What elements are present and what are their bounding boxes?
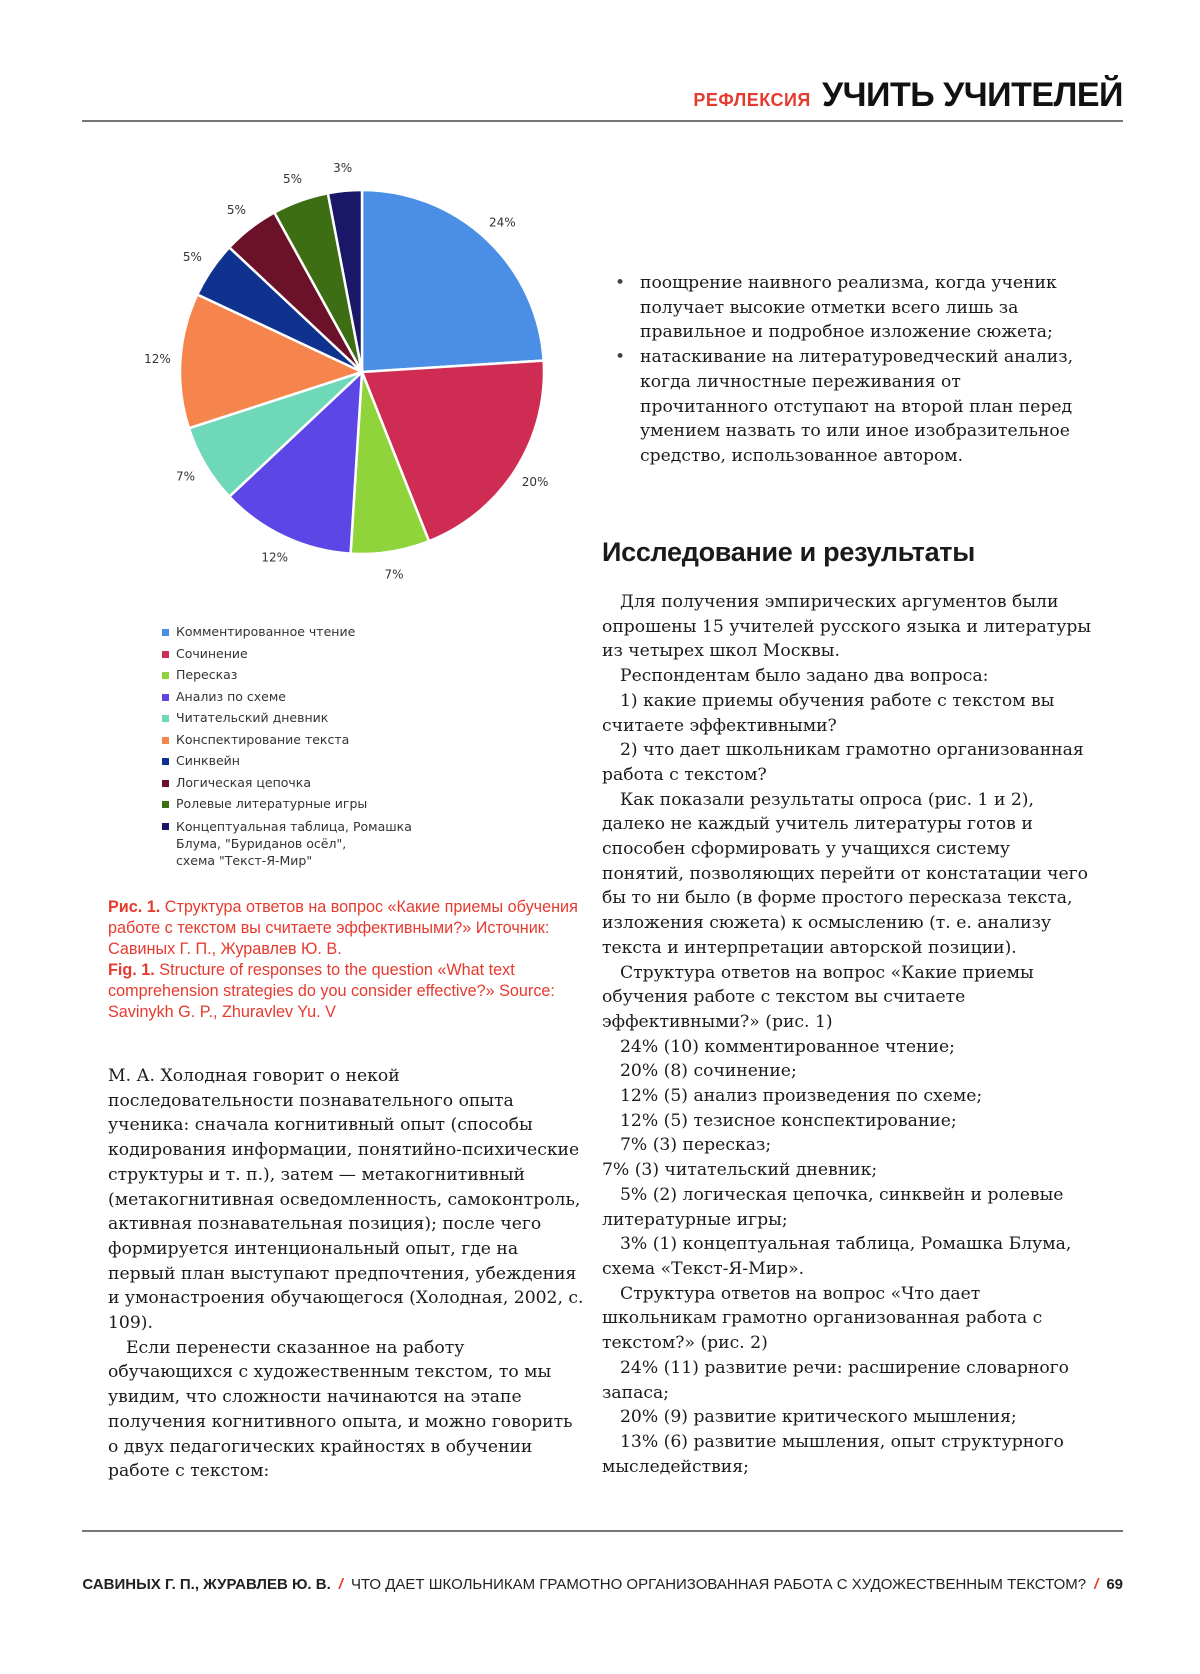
paragraph: 24% (10) комментированное чтение; <box>602 1035 1092 1060</box>
paragraph: 20% (8) сочинение; <box>602 1059 1092 1084</box>
list-item: • поощрение наивного реализма, когда ученик получает высокие отметки всего лишь за правильное и подробное изложение сюжета; <box>612 271 1082 345</box>
pie-data-label: 5% <box>227 203 246 217</box>
legend-item <box>162 732 412 754</box>
legend-swatch <box>162 672 169 679</box>
pie-data-label: 5% <box>183 250 202 264</box>
legend-swatch <box>162 737 169 744</box>
footer-separator: / <box>1094 1576 1098 1593</box>
legend-swatch <box>162 694 169 701</box>
paragraph: 7% (3) читательский дневник; <box>602 1158 1092 1183</box>
list-item: • натаскивание на литературоведческий анализ, когда личностные переживания от прочитанного отступают на второй план перед умением назвать то или иное изобразительное средство, использованное автором. <box>612 345 1082 469</box>
legend-label: Пересказ <box>176 667 237 682</box>
paragraph: 2) что дает школьникам грамотно организованная работа с текстом? <box>602 738 1092 787</box>
legend-label: Ролевые литературные игры <box>176 796 367 811</box>
rubric-title: УЧИТЬ УЧИТЕЛЕЙ <box>822 76 1123 114</box>
legend-label: Комментированное чтение <box>176 624 355 639</box>
legend-swatch <box>162 651 169 658</box>
legend-item <box>162 796 412 818</box>
legend-item <box>162 818 412 869</box>
page-header <box>82 72 1123 122</box>
pie-data-label: 7% <box>176 469 195 483</box>
paragraph: 24% (11) развитие речи: расширение словарного запаса; <box>602 1356 1092 1405</box>
pie-data-label: 24% <box>489 216 516 230</box>
page-number: 69 <box>1106 1576 1123 1593</box>
legend-item <box>162 775 412 797</box>
pie-chart <box>110 175 570 615</box>
bullet-list <box>612 271 1082 469</box>
legend-swatch <box>162 801 169 808</box>
paragraph: 12% (5) анализ произведения по схеме; <box>602 1084 1092 1109</box>
figure-caption <box>108 897 593 1023</box>
legend-label: Анализ по схеме <box>176 689 286 704</box>
legend-label: Читательский дневник <box>176 710 328 725</box>
section-label: РЕФЛЕКСИЯ <box>693 90 810 110</box>
paragraph: М. А. Холодная говорит о некой последовательности познавательного опыта ученика: сначала когнитивный опыт (способы кодирования информации, понятийно-психические структуры и т. п.), затем — метакогнитивный (метакогнитивная осведомленность, самоконтроль, активная познавательная позиция); после чего формируется интенциональный опыт, где на первый план выступают предпочтения, убеждения и умонастроения обучающегося (Холодная, 2002, с. 109). <box>108 1064 588 1336</box>
paragraph: 13% (6) развитие мышления, опыт структурного мыследействия; <box>602 1430 1092 1479</box>
legend-swatch <box>162 629 169 636</box>
pie-data-label: 20% <box>522 475 549 489</box>
paragraph: 7% (3) пересказ; <box>602 1133 1092 1158</box>
legend-label: Синквейн <box>176 753 240 768</box>
paragraph: Респондентам было задано два вопроса: <box>602 664 1092 689</box>
paragraph: Как показали результаты опроса (рис. 1 и 2), далеко не каждый учитель литературы готов и способен сформировать у учащихся систему понятий, позволяющих перейти от констатации чего бы то ни было (в форме простого пересказа текста, изложения сюжета) к осмыслению (т. е. анализу текста и интерпретации авторской позиции). <box>602 788 1092 961</box>
pie-data-label: 12% <box>144 352 171 366</box>
legend-label: Конспектирование текста <box>176 732 349 747</box>
pie-data-label: 12% <box>261 550 288 564</box>
paragraph: 5% (2) логическая цепочка, синквейн и ролевые литературные игры; <box>602 1183 1092 1232</box>
legend-item <box>162 689 412 711</box>
pie-slice <box>362 190 544 372</box>
footer-separator: / <box>339 1576 343 1593</box>
page-footer <box>82 1530 1123 1532</box>
paragraph: Для получения эмпирических аргументов были опрошены 15 учителей русского языка и литературы из четырех школ Москвы. <box>602 590 1092 664</box>
caption-en: Fig. 1. Structure of responses to the question «What text comprehension strategies do you consider effective?» Source: Savinykh G. P., Zhuravlev Yu. V <box>108 960 593 1023</box>
footer-title: ЧТО ДАЕТ ШКОЛЬНИКАМ ГРАМОТНО ОРГАНИЗОВАННАЯ РАБОТА С ХУДОЖЕСТВЕННЫМ ТЕКСТОМ? <box>351 1576 1086 1593</box>
paragraph: Структура ответов на вопрос «Что дает школьникам грамотно организованная работа с текстом?» (рис. 2) <box>602 1282 1092 1356</box>
legend-swatch <box>162 823 169 830</box>
right-column <box>602 590 1092 1479</box>
pie-data-label: 5% <box>283 172 302 186</box>
legend-item <box>162 710 412 732</box>
pie-data-label: 7% <box>385 567 404 581</box>
legend-item <box>162 624 412 646</box>
legend-swatch <box>162 715 169 722</box>
section-heading: Исследование и результаты <box>602 537 975 568</box>
left-column <box>108 1064 588 1484</box>
legend-label: Логическая цепочка <box>176 775 311 790</box>
legend-label: Концептуальная таблица, Ромашка Блума, "Буриданов осёл", схема "Текст-Я-Мир" <box>176 818 412 869</box>
legend-label: Сочинение <box>176 646 248 661</box>
paragraph: 12% (5) тезисное конспектирование; <box>602 1109 1092 1134</box>
pie-data-label: 3% <box>333 161 352 175</box>
paragraph: Если перенести сказанное на работу обучающихся с художественным текстом, то мы увидим, что сложности начинаются на этапе получения когнитивного опыта, и можно говорить о двух педагогических крайностях в обучении работе с текстом: <box>108 1336 588 1484</box>
legend-item <box>162 667 412 689</box>
paragraph: 1) какие приемы обучения работе с текстом вы считаете эффективными? <box>602 689 1092 738</box>
legend-swatch <box>162 758 169 765</box>
caption-ru: Рис. 1. Структура ответов на вопрос «Какие приемы обучения работе с текстом вы считаете эффективными?» Источник: Савиных Г. П., Журавлев Ю. В. <box>108 897 593 960</box>
footer-authors: САВИНЫХ Г. П., ЖУРАВЛЕВ Ю. В. <box>82 1576 330 1593</box>
chart-legend <box>162 624 412 869</box>
paragraph: 3% (1) концептуальная таблица, Ромашка Блума, схема «Текст-Я-Мир». <box>602 1232 1092 1281</box>
paragraph: Структура ответов на вопрос «Какие приемы обучения работе с текстом вы считаете эффективными?» (рис. 1) <box>602 961 1092 1035</box>
legend-item <box>162 753 412 775</box>
paragraph: 20% (9) развитие критического мышления; <box>602 1405 1092 1430</box>
legend-item <box>162 646 412 668</box>
legend-swatch <box>162 780 169 787</box>
